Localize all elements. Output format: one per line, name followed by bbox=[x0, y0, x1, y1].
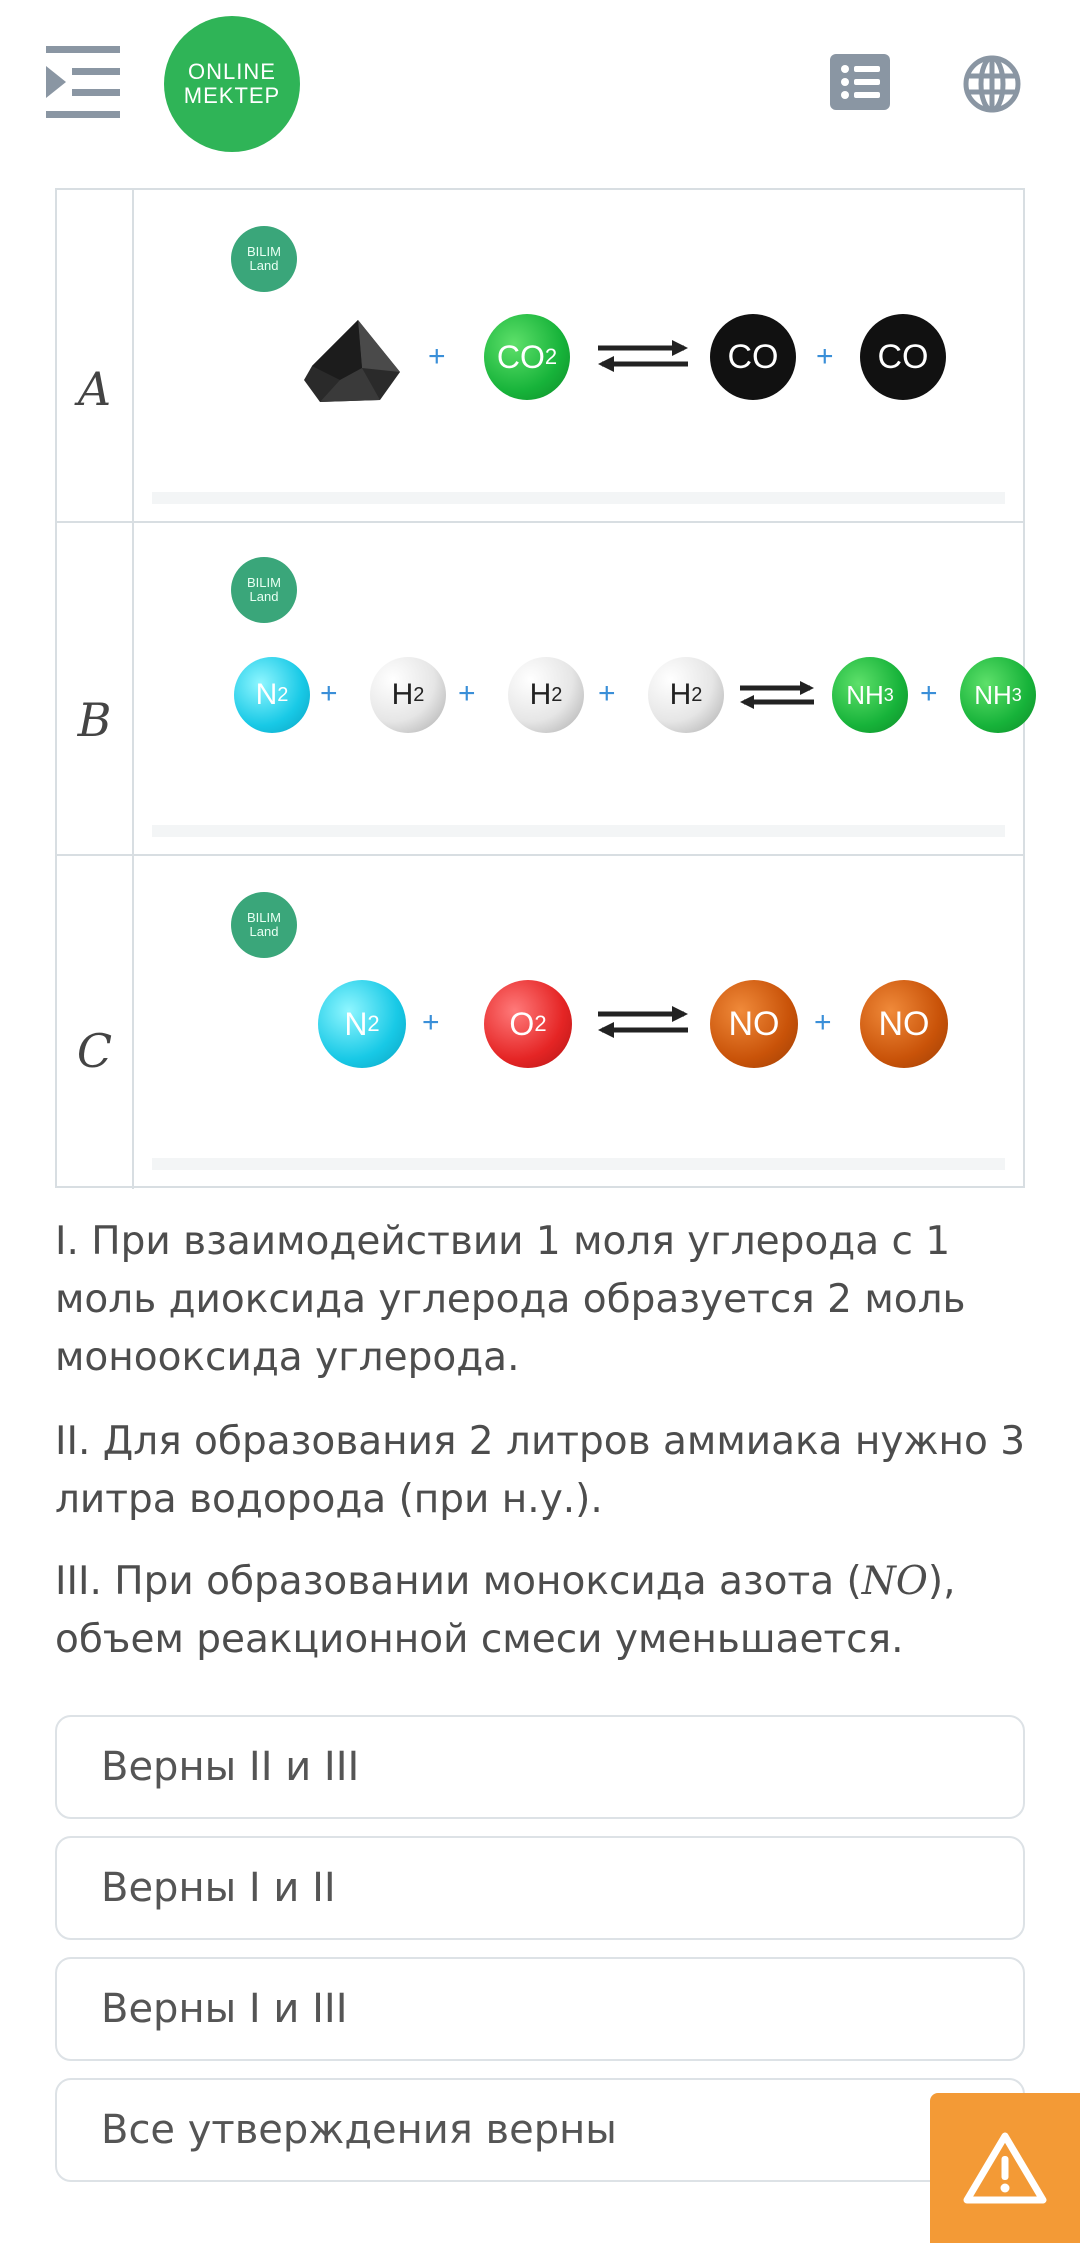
plus-sign: + bbox=[920, 677, 938, 710]
equilibrium-arrow-icon bbox=[596, 1002, 690, 1042]
answer-option-4[interactable]: Все утверждения верны bbox=[55, 2078, 1025, 2182]
molecule-formula: O bbox=[509, 1005, 535, 1042]
image-footer-strip bbox=[152, 825, 1005, 837]
reaction-row-a bbox=[57, 190, 1023, 523]
reaction-image bbox=[134, 856, 1023, 1189]
molecule-formula: CO bbox=[727, 337, 779, 376]
molecule-formula: H bbox=[669, 678, 692, 711]
watermark-line2: Land bbox=[249, 258, 279, 273]
reaction-label: B bbox=[77, 693, 112, 747]
molecule-subscript: 2 bbox=[691, 683, 703, 706]
answer-option-2[interactable]: Верны I и II bbox=[55, 1836, 1025, 1940]
menu-arrow-icon[interactable] bbox=[44, 44, 122, 120]
list-icon[interactable] bbox=[830, 54, 890, 110]
molecule-subscript: 2 bbox=[413, 683, 425, 706]
molecule-formula: NH bbox=[846, 679, 884, 710]
carbon-icon bbox=[302, 310, 406, 406]
online-mektep-logo[interactable] bbox=[164, 16, 300, 152]
equilibrium-arrow-icon bbox=[596, 336, 690, 376]
h2-molecule bbox=[648, 657, 724, 733]
plus-sign: + bbox=[422, 1006, 440, 1039]
plus-sign: + bbox=[458, 677, 476, 710]
co-molecule bbox=[710, 314, 796, 400]
molecule-subscript: 2 bbox=[544, 344, 558, 369]
reaction-row-b bbox=[57, 523, 1023, 856]
co2-molecule bbox=[484, 314, 570, 400]
reaction-label-cell bbox=[57, 523, 134, 854]
molecule-subscript: 2 bbox=[551, 683, 563, 706]
reaction-label: A bbox=[77, 362, 112, 416]
n2-molecule bbox=[234, 657, 310, 733]
globe-icon[interactable] bbox=[962, 54, 1022, 114]
statement-3 bbox=[55, 1553, 1035, 1669]
molecule-subscript: 3 bbox=[1011, 684, 1022, 705]
h2-molecule bbox=[370, 657, 446, 733]
molecule-formula: NO bbox=[878, 1004, 930, 1043]
plus-sign: + bbox=[320, 677, 338, 710]
h2-molecule bbox=[508, 657, 584, 733]
warning-icon bbox=[963, 2130, 1047, 2206]
reaction-image bbox=[134, 523, 1023, 854]
molecule-formula: NH bbox=[974, 679, 1012, 710]
watermark-line2: Land bbox=[249, 924, 279, 939]
bilimland-watermark bbox=[231, 226, 297, 292]
molecule-formula: CO bbox=[877, 337, 929, 376]
molecule-formula: N bbox=[255, 678, 278, 711]
plus-sign: + bbox=[814, 1006, 832, 1039]
statement-1: I. При взаимодействии 1 моля углерода с 1 моль диоксида углерода образуется 2 моль монооксида углерода. bbox=[55, 1219, 966, 1380]
report-button[interactable] bbox=[930, 2093, 1080, 2243]
no-molecule bbox=[710, 980, 798, 1068]
o2-molecule bbox=[484, 980, 572, 1068]
plus-sign: + bbox=[816, 340, 834, 373]
co-molecule bbox=[860, 314, 946, 400]
plus-sign: + bbox=[428, 340, 446, 373]
reaction-label-cell bbox=[57, 190, 134, 521]
image-footer-strip bbox=[152, 492, 1005, 504]
app-header bbox=[0, 0, 1080, 170]
watermark-line1: BILIM bbox=[247, 910, 281, 925]
molecule-subscript: 2 bbox=[367, 1011, 380, 1036]
molecule-subscript: 2 bbox=[534, 1011, 547, 1036]
watermark-line1: BILIM bbox=[247, 575, 281, 590]
answer-option-3[interactable]: Верны I и III bbox=[55, 1957, 1025, 2061]
reaction-label: C bbox=[76, 1024, 113, 1078]
statement-3-formula: NO bbox=[861, 1559, 928, 1604]
statement-3-text-end: ), объем реакционной смеси уменьшается. bbox=[55, 1559, 956, 1662]
bilimland-watermark bbox=[231, 892, 297, 958]
reaction-label-cell bbox=[57, 856, 134, 1189]
statement-2: II. Для образования 2 литров аммиака нужно 3 литра водорода (при н.у.). bbox=[55, 1419, 1026, 1522]
molecule-formula: CO bbox=[496, 338, 545, 375]
image-footer-strip bbox=[152, 1158, 1005, 1170]
plus-sign: + bbox=[598, 677, 616, 710]
watermark-line1: BILIM bbox=[247, 244, 281, 259]
reaction-row-c bbox=[57, 856, 1023, 1189]
bilimland-watermark bbox=[231, 557, 297, 623]
molecule-formula: H bbox=[391, 678, 414, 711]
reaction-image bbox=[134, 190, 1023, 521]
watermark-line2: Land bbox=[249, 589, 279, 604]
reaction-table bbox=[55, 188, 1025, 1188]
statement-3-text-start: III. При образовании моноксида азота ( bbox=[55, 1559, 862, 1604]
molecule-formula: NO bbox=[728, 1004, 780, 1043]
logo-text-line2: MEKTEP bbox=[183, 83, 281, 108]
molecule-subscript: 3 bbox=[883, 684, 894, 705]
nh3-molecule bbox=[832, 657, 908, 733]
no-molecule bbox=[860, 980, 948, 1068]
answer-option-1[interactable]: Верны II и III bbox=[55, 1715, 1025, 1819]
nh3-molecule bbox=[960, 657, 1036, 733]
molecule-formula: N bbox=[344, 1005, 368, 1042]
n2-molecule bbox=[318, 980, 406, 1068]
molecule-subscript: 2 bbox=[277, 683, 289, 706]
molecule-formula: H bbox=[529, 678, 552, 711]
logo-text-line1: ONLINE bbox=[188, 59, 276, 84]
equilibrium-arrow-icon bbox=[738, 677, 816, 713]
